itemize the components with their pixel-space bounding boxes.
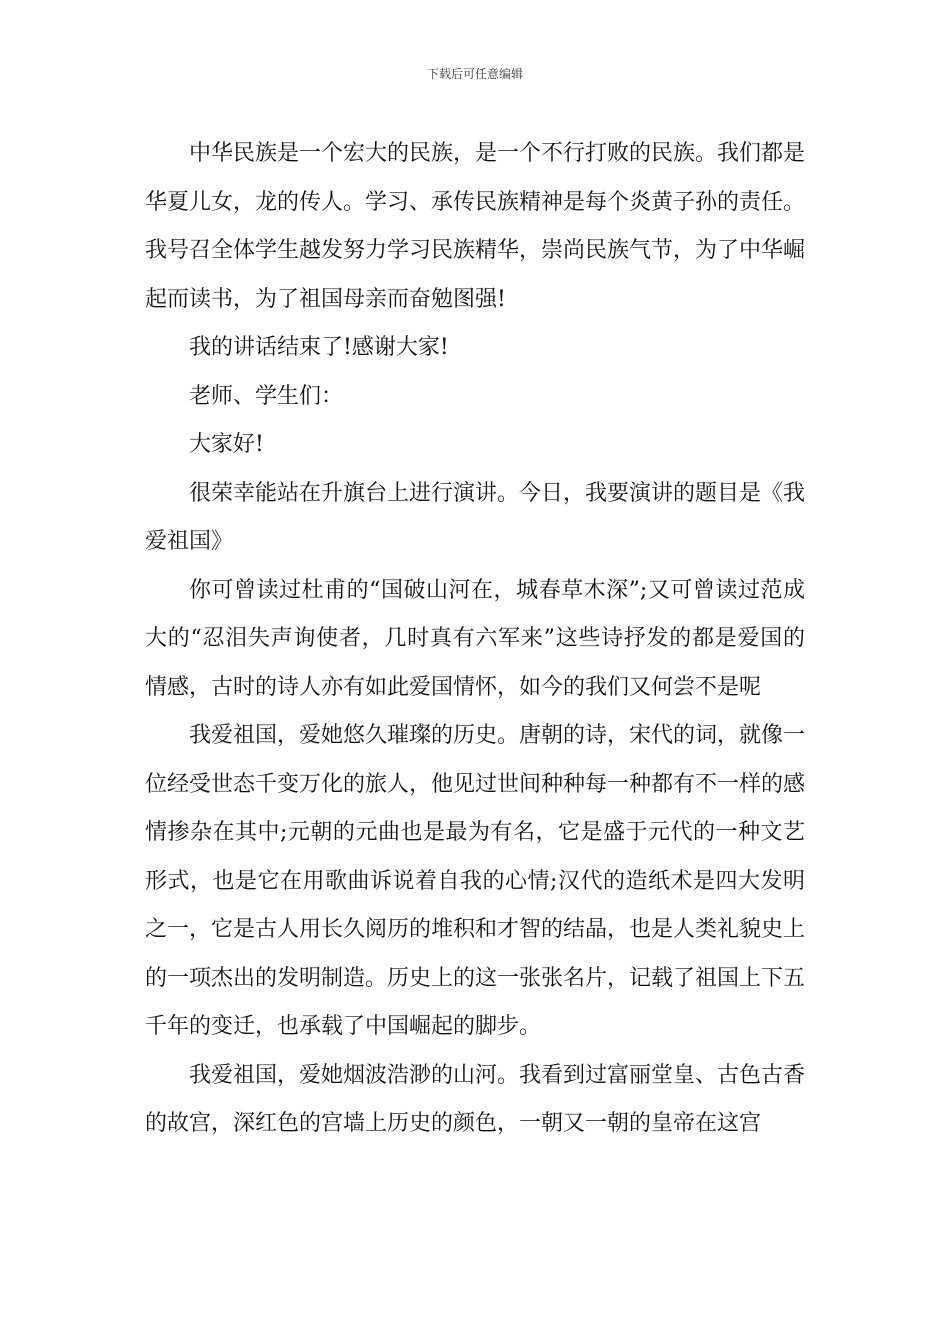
- paragraph-6: 你可曾读过杜甫的“国破山河在，城春草木深”;又可曾读过范成大的“忍泪失声询使者，几时真有六军来”这些诗抒发的都是爱国的情感，古时的诗人亦有如此爱国情怀，如今的我们又何尝不是呢: [145, 577, 805, 700]
- paragraph-5: 很荣幸能站在升旗台上进行演讲。今日，我要演讲的题目是《我爱祖国》: [145, 480, 806, 554]
- paragraph-8: 我爱祖国，爱她烟波浩渺的山河。我看到过富丽堂皇、古色古香的故宫，深红色的宫墙上历史的颜色，一朝又一朝的皇帝在这宫: [145, 1062, 806, 1136]
- paragraph-3: 老师、学生们：: [189, 383, 344, 409]
- page-header: 下载后可任意编辑: [426, 67, 523, 81]
- paragraph-7: 我爱祖国，爱她悠久璀璨的历史。唐朝的诗，宋代的词，就像一位经受世态千变万化的旅人，他见过世间种种每一种都有不一样的感情掺杂在其中;元朝的元曲也是最为有名，它是盛于元代的一种文艺形式，也是它在用歌曲诉说着自我的心情;汉代的造纸术是四大发明之一，它是古人用长久阅历的堆积和才智的结晶，也是人类礼貌史上的一项杰出的发明制造。历史上的这一张张名片，记载了祖国上下五千年的变迁，也承载了中国崛起的脚步。: [145, 723, 806, 1039]
- paragraph-2: 我的讲话结束了!感谢大家!: [189, 335, 449, 360]
- paragraph-4: 大家好!: [189, 432, 264, 457]
- paragraph-1: 中华民族是一个宏大的民族，是一个不行打败的民族。我们都是华夏儿女，龙的传人。学习、承传民族精神是每个炎黄子孙的责任。我号召全体学生越发努力学习民族精华，崇尚民族气节，为了中华崛起而读书，为了祖国母亲而奋勉图强!: [145, 141, 806, 312]
- document-body: [145, 130, 805, 1149]
